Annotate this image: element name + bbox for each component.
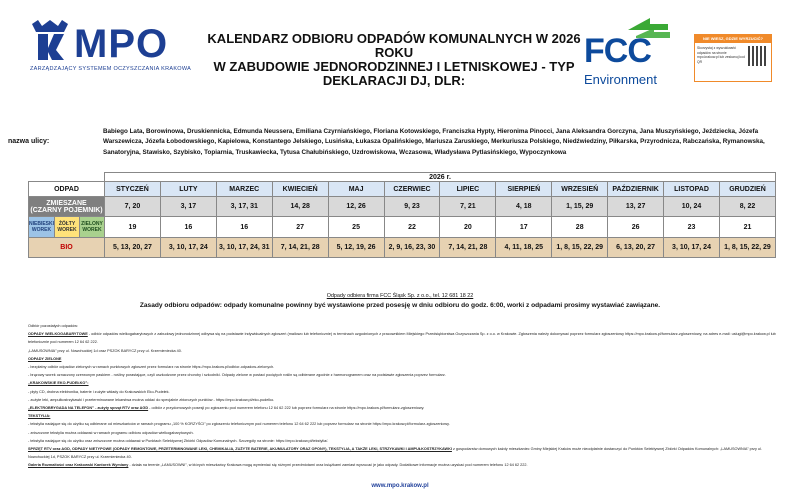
note-line: - bezpłatny odbiór odpadów zielonych w ramach punktowych zgłoszeń przez formularz na stronie https://mpo.krakow.pl/odbior-odpadow-zielonych. <box>28 365 275 370</box>
bio-dates: 5, 12, 19, 26 <box>328 238 384 258</box>
note-line: Odbiór pozostałych odpadów: <box>28 324 79 328</box>
kmpo-logo <box>28 18 192 78</box>
streets-label: nazwa ulicy: <box>8 138 50 145</box>
month-header: LISTOPAD <box>664 182 720 197</box>
title-line-2: W ZABUDOWIE JEDNORODZINNEJ I LETNISKOWEJ - TYP <box>213 59 575 74</box>
bio-dates: 7, 14, 21, 28 <box>440 238 496 258</box>
month-header: PAŹDZIERNIK <box>608 182 664 197</box>
mixed-dates: 4, 18 <box>496 197 552 217</box>
month-header: GRUDZIEŃ <box>719 182 775 197</box>
note-line: „LAMUSOWNIA” przy ul. Nowohuckiej 1d oraz PSZOK BARYCZ przy ul. Krzemieniecka 40. <box>28 348 182 353</box>
note-line: - tekstylia nadające się do użytku oraz zniszczone można oddawać w Punktach Selektywnej Zbiórki Odpadów Komunalnych. Szczegóły na stronie: https://mpo.krakow.pl/tekstylia/. <box>28 438 329 443</box>
bio-dates: 5, 13, 20, 27 <box>105 238 161 258</box>
bio-dates: 3, 10, 17, 24, 31 <box>216 238 272 258</box>
month-header: LUTY <box>160 182 216 197</box>
selective-dates: 28 <box>552 217 608 238</box>
streets-list: Babiego Lata, Borowinowa, Druskiennicka, Edmunda Neussera, Emiliana Czyrniańskiego, Floriana Kotowskiego, Franciszka Hypty, Hieronima Pinocci, Jana Aleksandra Gorczyna, Jana Muszyńskiego, Jeździecka, Józefa Warszewicza, Józefa Łobodowskiego, Kapielowa, Konstantego Jelskiego, Lusińska, Łukasza Opalińskiego, Mariusza Zaruskiego, Merkuriusza Polskiego, Niedźwiedziny, Piłkarska, Przyrodnicza, Rabczańska, Rymanowska, Sanatoryjna, Stawisko, Szybisko, Topiarnia, Truskawiecka, Tytusa Chałubińskiego, Uzdrowiskowa, Wczasowa, Władysława Pytlasińskiego, Wypoczynkowa <box>103 128 765 156</box>
fcc-logo <box>580 14 672 88</box>
month-header: WRZESIEŃ <box>552 182 608 197</box>
month-header: MARZEC <box>216 182 272 197</box>
bio-dates: 3, 10, 17, 24 <box>664 238 720 258</box>
title-line-3: DEKLARACJI DJ, DLR: <box>322 73 466 88</box>
note-line: - zużyte leki, ampułkostrzykawki i przeterminowane lekarstwa można oddać do specjalnie zbiorczych punktów - https://mpo.krakow.pl/eko-pudelko. <box>28 397 275 402</box>
mixed-dates: 1, 15, 29 <box>552 197 608 217</box>
selective-dates: 17 <box>496 217 552 238</box>
info-box-text: Skorzystaj z wyszukiwarki odpadów na stronie mpo.krakow.pl lub zeskanuj kod QR <box>697 46 745 64</box>
selective-dates: 20 <box>440 217 496 238</box>
month-header: CZERWIEC <box>384 182 440 197</box>
note-line: Galeria Rozmaitości oraz Krakowski Kantorek Wymiany - działa na terenie „LAMUSOWNI”, w których mieszkańcy Krakowa mogą wymieniać się różnymi przedmiotami oraz książkami zamiast wyrzucać je jako odpady. Dodatkowe informacje można uzyskać pod numerem telefonu 12 64 62 222. <box>28 463 528 468</box>
blue-bag-label: NIEBIESKI WOREK <box>29 217 55 237</box>
month-header: SIERPIEŃ <box>496 182 552 197</box>
mixed-waste-row <box>29 197 776 217</box>
year-header: 2026 r. <box>105 173 776 182</box>
selective-dates: 16 <box>160 217 216 238</box>
mixed-dates: 7, 21 <box>440 197 496 217</box>
selective-dates: 23 <box>664 217 720 238</box>
kmpo-crown-icon <box>28 18 72 62</box>
note-line: SPRZĘT RTV oraz AGD, ODPADY NIETYPOWE (ODPADY REMONTOWE, PRZETERMINOWANE LEKI, CHEMIKALIA, ZUŻYTE BATERIE, AKUMULATORY ORAZ OPONY), TEKSTYLIA, A TAKŻE LEKI, STRZYKAWKI I AMPUŁKOSTRZYKAWKI z gospodarstw domowych każdy mieszkaniec Gminy Miejskiej Kraków może nieodpłatnie dostarczyć do Punktów Selektywnej Zbiórki Odpadów Komunalnych: „LAMUSOWNIA” przy ul. Nowohuckiej 1d, PSZOK BARYCZ przy ul. Krzemieniecka 40. <box>28 447 762 460</box>
selective-waste-label <box>29 217 105 238</box>
month-header: STYCZEŃ <box>105 182 161 197</box>
mixed-dates: 9, 23 <box>384 197 440 217</box>
note-line: „ELEKTROBRYGADA NA TELEFON” - zużyty sprzęt RTV oraz AGD - odbiór z przydomowych posesji po zgłoszeniu pod numerem telefonu 12 64 62 222 lub poprzez formularz na stronie https://mpo.krakow.pl/formularz-zgloszeniowy. <box>28 406 425 411</box>
note-line: - zniszczone tekstylia można oddawać w ramach programu odbioru odpadów wielkogabarytowych. <box>28 430 194 435</box>
bio-waste-label: BIO <box>29 238 105 258</box>
kmpo-subtitle: ZARZĄDZAJĄCY SYSTEMEM OCZYSZCZANIA KRAKOWA <box>30 66 192 72</box>
bio-dates: 7, 14, 21, 28 <box>272 238 328 258</box>
mixed-dates: 12, 26 <box>328 197 384 217</box>
note-line: - brązowy worek oznaczony czerwonym paskiem - rośliny porastające, czyli uszkodzone przez choroby i szkodniki. Odpady zielone w postaci pociętych roślin są odbierane zgodnie z harmonogramem oraz na podstawie zgłoszenia poprzez formularz. <box>28 373 446 378</box>
mixed-dates: 13, 27 <box>608 197 664 217</box>
year-row <box>29 173 776 182</box>
bio-dates: 1, 8, 15, 22, 29 <box>719 238 775 258</box>
selective-waste-row <box>29 217 776 238</box>
selective-dates: 19 <box>105 217 161 238</box>
bio-dates: 3, 10, 17, 24 <box>160 238 216 258</box>
selective-dates: 27 <box>272 217 328 238</box>
collection-rules: Zasady odbioru odpadów: odpady komunalne powinny być wystawione przed posesję w dniu odbioru do godz. 6:00, worki z odpadami prosimy wystawiać zawiązane. <box>139 302 661 309</box>
month-header: KWIECIEŃ <box>272 182 328 197</box>
title-line-1: KALENDARZ ODBIORU ODPADÓW KOMUNALNYCH W 2026 ROKU <box>207 31 581 60</box>
bio-dates: 2, 9, 16, 23, 30 <box>384 238 440 258</box>
note-line: „KRAKOWSKIE EKO-PUDEŁKO”: <box>28 381 89 386</box>
mixed-dates: 14, 28 <box>272 197 328 217</box>
selective-dates: 21 <box>719 217 775 238</box>
website-link[interactable]: www.mpo.krakow.pl <box>371 483 429 489</box>
note-line: ODPADY ZIELONE <box>28 356 62 361</box>
bio-dates: 4, 11, 18, 25 <box>496 238 552 258</box>
selective-dates: 22 <box>384 217 440 238</box>
fcc-logo-letters: FCC <box>584 32 651 70</box>
month-header-row <box>29 182 776 197</box>
note-line: - tekstylia nadające się do użytku są odbierane od mieszkańców w ramach programu „100 % KORZYŚCI” po zgłoszeniu telefonicznym pod numerem telefonu 12 64 62 222 lub poprzez formularz na stronie https://mpo.krakow.pl/formularz-zgloszeniowy. <box>28 422 450 427</box>
mixed-dates: 3, 17, 31 <box>216 197 272 217</box>
month-header: MAJ <box>328 182 384 197</box>
page-title <box>198 32 590 88</box>
bio-dates: 1, 8, 15, 22, 29 <box>552 238 608 258</box>
bio-dates: 6, 13, 20, 27 <box>608 238 664 258</box>
selective-dates: 25 <box>328 217 384 238</box>
bio-waste-row <box>29 238 776 258</box>
fcc-logo-environment: Environment <box>584 72 657 87</box>
other-waste-notes <box>28 322 778 470</box>
waste-search-info-box <box>694 34 772 82</box>
selective-dates: 26 <box>608 217 664 238</box>
month-header: LIPIEC <box>440 182 496 197</box>
mixed-dates: 3, 17 <box>160 197 216 217</box>
collection-calendar-table <box>28 172 776 258</box>
mixed-dates: 8, 22 <box>719 197 775 217</box>
green-bag-label: ZIELONY WOREK <box>80 217 104 237</box>
mixed-waste-label <box>29 197 105 217</box>
note-line: TEKSTYLIA: <box>28 414 51 419</box>
note-line: ODPADY WIELKOGABARYTOWE - odbiór odpadów wielkogabarytowych z zabudowy jednorodzinnej odbywa się na podstawie indywidualnych zgłoszeń (mailowo lub telefonicznie) w terminach uzgodnionych z pracownikiem Miejskiego Przedsiębiorstwa Oczyszczania Sp. z o.o. w Krakowie. Zgłoszenia należy dokonywać poprzez formularz zgłoszeniowy https://mpo.krakow.pl/formularz-zgloszeniowy, na adres e-mail: uslugi@mpo.krakow.pl lub telefonicznie pod numerem 12 64 62 222. <box>28 332 776 345</box>
collector-info: Odpady odbiera firma FCC Śląsk Sp. z o.o., tel. 12 681 18 22 <box>326 293 474 299</box>
mixed-dates: 7, 20 <box>105 197 161 217</box>
mixed-dates: 10, 24 <box>664 197 720 217</box>
mixed-waste-label-line1: ZMIESZANE <box>46 199 87 207</box>
mixed-waste-label-line2: (CZARNY POJEMNIK) <box>30 206 103 214</box>
selective-dates: 16 <box>216 217 272 238</box>
note-line: - płyty CD, drobna elektronika, baterie i zużyte wkłady do Krakowskich Eko-Pudełek. <box>28 389 170 394</box>
kmpo-logo-text: MPO <box>74 22 169 66</box>
info-box-title: NIE WIESZ, GDZIE WYRZUCIĆ? <box>695 35 771 43</box>
yellow-bag-label: ŻÓŁTY WOREK <box>55 217 80 237</box>
waste-type-header: ODPAD <box>29 182 105 197</box>
qr-code-icon <box>748 46 768 66</box>
